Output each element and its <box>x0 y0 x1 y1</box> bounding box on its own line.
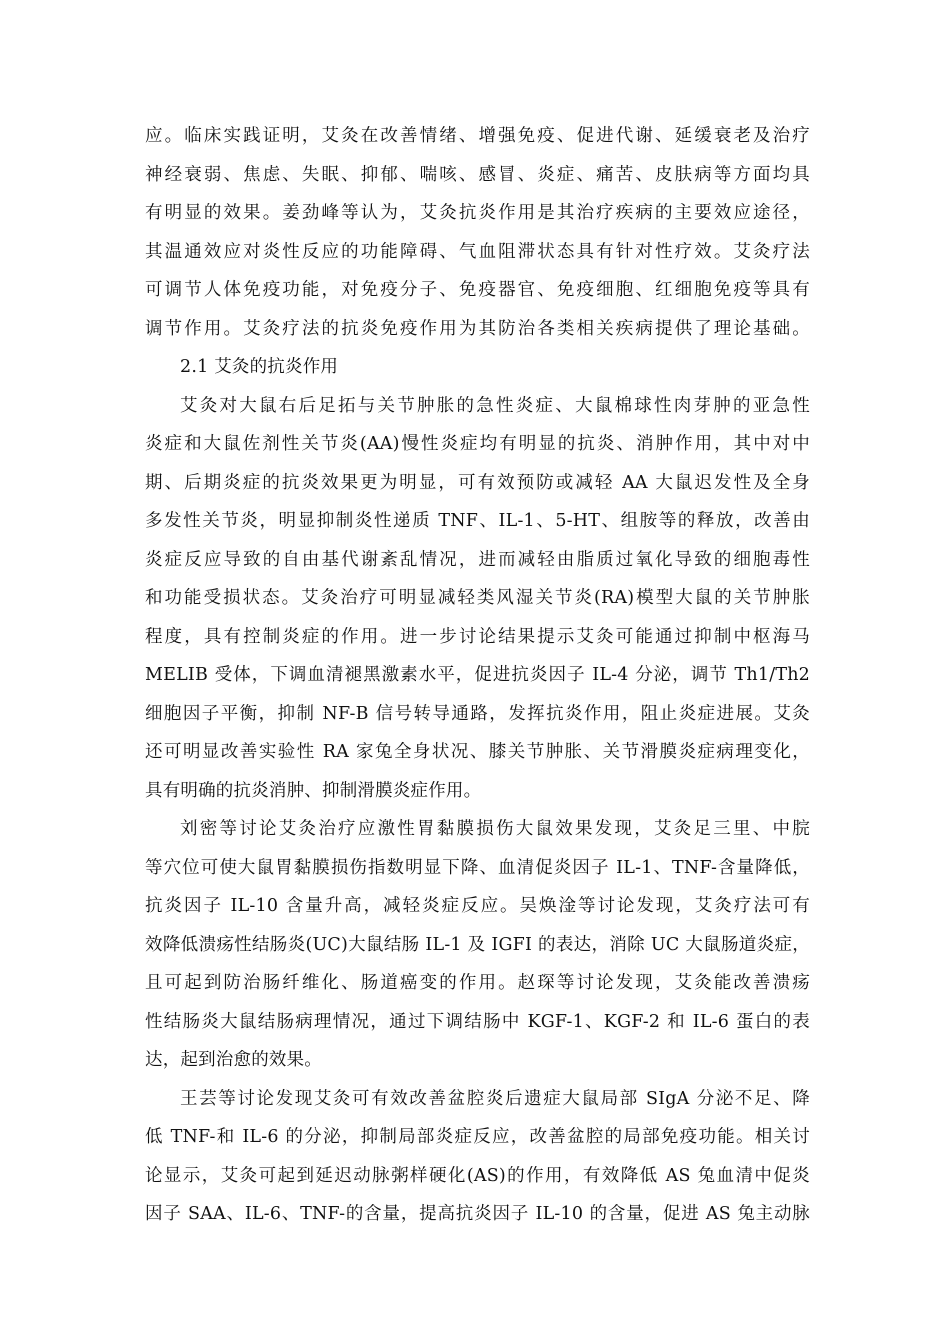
text-line: 应。临床实践证明，艾灸在改善情绪、增强免疫、促进代谢、延缓衰老及治疗 <box>145 126 810 146</box>
text-line: 论显示，艾灸可起到延迟动脉粥样硬化(AS)的作用，有效降低 AS 兔血清中促炎 <box>145 1166 810 1186</box>
text-line: 炎症和大鼠佐剂性关节炎(AA)慢性炎症均有明显的抗炎、消肿作用，其中对中 <box>145 434 810 454</box>
text-line: 其温通效应对炎性反应的功能障碍、气血阻滞状态具有针对性疗效。艾灸疗法 <box>145 242 810 262</box>
text-line: 抗炎因子 IL-10 含量升高，减轻炎症反应。吴焕淦等讨论发现，艾灸疗法可有 <box>145 896 810 916</box>
text-line: 还可明显改善实验性 RA 家兔全身状况、膝关节肿胀、关节滑膜炎症病理变化， <box>145 742 810 762</box>
text-line: 性结肠炎大鼠结肠病理情况，通过下调结肠中 KGF-1、KGF-2 和 IL-6 蛋白的表 <box>145 1012 810 1032</box>
section-heading: 2.1 艾灸的抗炎作用 <box>180 357 339 377</box>
text-line: 且可起到防治肠纤维化、肠道癌变的作用。赵琛等讨论发现，艾灸能改善溃疡 <box>145 973 810 993</box>
text-line: 可调节人体免疫功能，对免疫分子、免疫器官、免疫细胞、红细胞免疫等具有 <box>145 280 810 300</box>
text-line: 神经衰弱、焦虑、失眠、抑郁、喘咳、感冒、炎症、痛苦、皮肤病等方面均具 <box>145 165 810 185</box>
text-line: MELIB 受体，下调血清褪黑激素水平，促进抗炎因子 IL-4 分泌，调节 Th1/Th2 <box>145 665 810 685</box>
text-line: 有明显的效果。姜劲峰等认为，艾灸抗炎作用是其治疗疾病的主要效应途径， <box>145 203 810 223</box>
text-line: 等穴位可使大鼠胃黏膜损伤指数明显下降、血清促炎因子 IL-1、TNF-含量降低， <box>145 858 810 878</box>
text-line: 达，起到治愈的效果。 <box>145 1050 322 1070</box>
text-line: 刘密等讨论艾灸治疗应激性胃黏膜损伤大鼠效果发现，艾灸足三里、中脘 <box>180 819 810 839</box>
text-line: 具有明确的抗炎消肿、抑制滑膜炎症作用。 <box>145 781 482 801</box>
text-line: 细胞因子平衡，抑制 NF-B 信号转导通路，发挥抗炎作用，阻止炎症进展。艾灸 <box>145 704 810 724</box>
text-line: 程度，具有控制炎症的作用。进一步讨论结果提示艾灸可能通过抑制中枢海马 <box>145 627 810 647</box>
text-line: 因子 SAA、IL-6、TNF-的含量，提高抗炎因子 IL-10 的含量，促进 AS 兔主动脉 <box>145 1204 810 1224</box>
text-line: 王芸等讨论发现艾灸可有效改善盆腔炎后遗症大鼠局部 SIgA 分泌不足、降 <box>180 1089 810 1109</box>
text-line: 效降低溃疡性结肠炎(UC)大鼠结肠 IL-1 及 IGFI 的表达，消除 UC 大鼠肠道炎症， <box>145 935 810 955</box>
text-line: 和功能受损状态。艾灸治疗可明显减轻类风湿关节炎(RA)模型大鼠的关节肿胀 <box>145 588 810 608</box>
text-line: 多发性关节炎，明显抑制炎性递质 TNF、IL-1、5-HT、组胺等的释放，改善由 <box>145 511 810 531</box>
text-line: 调节作用。艾灸疗法的抗炎免疫作用为其防治各类相关疾病提供了理论基础。 <box>145 319 810 339</box>
text-line: 炎症反应导致的自由基代谢紊乱情况，进而减轻由脂质过氧化导致的细胞毒性 <box>145 550 810 570</box>
text-line: 低 TNF-和 IL-6 的分泌，抑制局部炎症反应，改善盆腔的局部免疫功能。相关讨 <box>145 1127 810 1147</box>
text-line: 艾灸对大鼠右后足拓与关节肿胀的急性炎症、大鼠棉球性肉芽肿的亚急性 <box>180 396 810 416</box>
text-line: 期、后期炎症的抗炎效果更为明显，可有效预防或减轻 AA 大鼠迟发性及全身 <box>145 473 810 493</box>
